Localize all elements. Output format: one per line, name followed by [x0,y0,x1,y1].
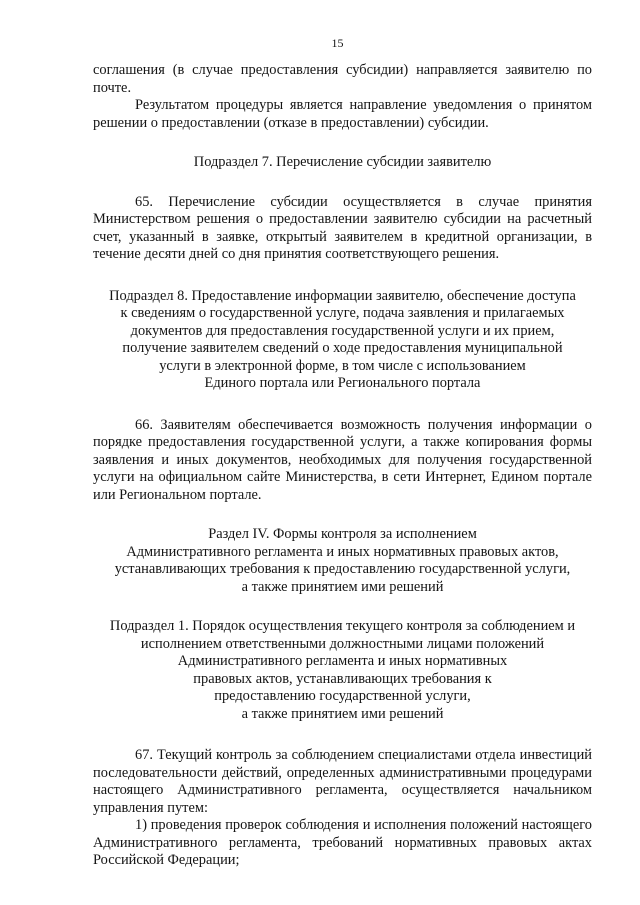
heading-line: Подраздел 8. Предоставление информации заявителю, обеспечение доступа [109,287,576,304]
heading-line: исполнением ответственными должностными лицами положений [140,635,545,652]
heading-subsection-8 [93,288,592,393]
paragraph-65: 65. Перечисление субсидии осуществляется в случае принятия Министерством решения о предоставлении заявителю субсидии на расчетный счет, указанный в заявке, открытый заявителем в кредитной организации, в течение десяти дней со дня принятия соответствующего решения. [93,193,592,262]
paragraph-66: 66. Заявителям обеспечивается возможность получения информации о порядке предоставления государственной услуги, а также копирования формы заявления и иных документов, необходимых для получения государственной услуги на официальном сайте Министерства, в сети Интернет, Едином портале или Региональном портале. [93,416,592,503]
heading-line: устанавливающих требования к предоставлению государственной услуги, [114,561,571,577]
heading-line: предоставлению государственной услуги, [214,688,471,704]
heading-line: Административного регламента и иных нормативных [177,653,508,669]
heading-line: документов для предоставления государственной услуги и их прием, [130,322,555,339]
paragraph-result: Результатом процедуры является направление уведомления о принятом решении о предоставлении (отказе в предоставлении) субсидии. [93,97,592,131]
heading-subsection-1 [93,618,592,723]
heading-line: а также принятием ими решений [241,578,444,595]
heading-subsection-7: Подраздел 7. Перечисление субсидии заявителю [193,154,492,170]
heading-line: Административного регламента и иных нормативных правовых актов, [126,543,559,560]
paragraph-67-item-1: 1) проведения проверок соблюдения и исполнения положений настоящего Административного регламента, требований нормативных правовых актах Российской Федерации; [93,817,592,868]
heading-section-4 [93,526,592,596]
heading-line: Единого портала или Регионального портала [204,375,481,391]
heading-line: Подраздел 1. Порядок осуществления текущего контроля за соблюдением и [109,618,576,634]
heading-line: Раздел IV. Формы контроля за исполнением [208,526,477,542]
heading-line: к сведениям о государственной услуге, подача заявления и прилагаемых [120,305,565,321]
heading-line: получение заявителем сведений о ходе предоставления муниципальной [122,340,563,356]
paragraph-67: 67. Текущий контроль за соблюдением специалистами отдела инвестиций последовательности действий, определенных административными процедурами настоящего Административного регламента, осуществляется начальником управления путем: [93,747,592,816]
page-number: 15 [331,36,344,50]
paragraph-continuation: соглашения (в случае предоставления субсидии) направляется заявителю по почте. [93,62,592,96]
heading-line: а также принятием ими решений [241,705,444,722]
heading-line: правовых актов, устанавливающих требования к [193,670,492,687]
heading-line: услуги в электронной форме, в том числе с использованием [159,357,526,374]
